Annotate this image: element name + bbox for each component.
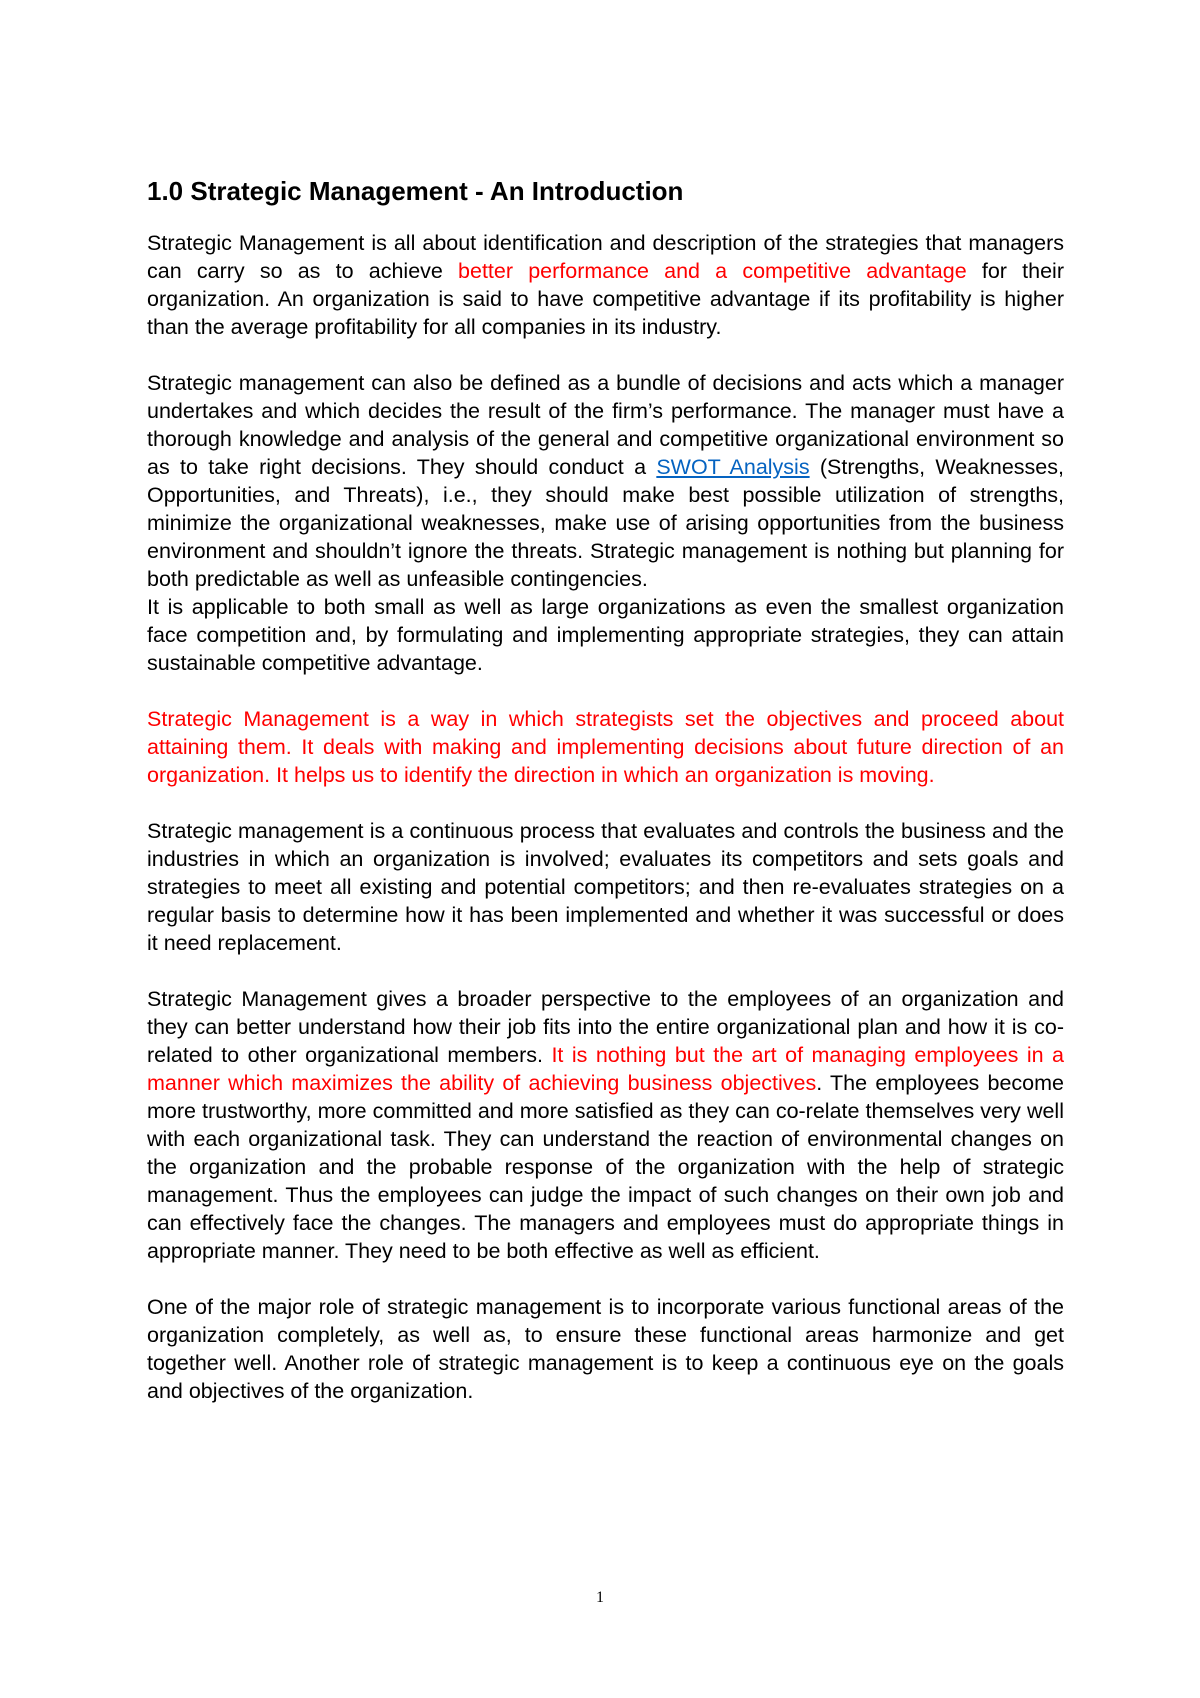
highlighted-text: better performance and a competitive advantage	[458, 259, 967, 283]
paragraph-text: . The employees become more trustworthy, more committed and more satisfied as they can co-relate themselves very well with each organizational task. They can understand the reaction of environmental changes on the organization and the probable response of the organization with the help of strategic management. Thus the employees can judge the impact of such changes on their own job and can effectively face the changes. The managers and employees must do appropriate things in appropriate manner. They need to be both effective as well as efficient.	[147, 1071, 1065, 1263]
paragraph-major-role: One of the major role of strategic management is to incorporate various functional areas of the organization completely, as well as, to ensure these functional areas harmonize and get together well. Another role of strategic management is to keep a continuous eye on the goals and objectives of the organization.	[147, 1295, 1064, 1403]
paragraph-text: (Strengths, Weaknesses, Opportunities, and Threats), i.e., they should make best possible utilization of strengths, minimize the organizational weaknesses, make use of arising opportunities from the business environment and shouldn’t ignore the threats. Strategic management is nothing but planning for both predictable as well as unfeasible contingencies.	[147, 455, 1064, 591]
document-body	[147, 175, 1064, 1405]
paragraph-applicability: It is applicable to both small as well as large organizations as even the smallest organization face competition and, by formulating and implementing appropriate strategies, they can attain sustainable competitive advantage.	[147, 595, 1064, 675]
page-number: 1	[596, 1589, 604, 1606]
paragraph-definition	[147, 369, 1064, 593]
paragraph-text: Strategic Management gives a broader perspective to the employees of an organization and they can better understand how their job fits into the entire organizational plan and how it is co-related to other organizational members.	[147, 987, 1064, 1067]
highlighted-text: It is nothing but the art of managing employees in a manner which maximizes the ability of achieving business objectives	[147, 1043, 1064, 1095]
paragraph-continuous-process: Strategic management is a continuous process that evaluates and controls the business and the industries in which an organization is involved; evaluates its competitors and sets goals and strategies to meet all existing and potential competitors; and then re-evaluates strategies on a regular basis to determine how it has been implemented and whether it was successful or does it need replacement.	[147, 819, 1064, 955]
paragraph-text: for their organization. An organization is said to have competitive advantage if its profitability is higher than the average profitability for all companies in its industry.	[147, 259, 1064, 339]
paragraph-text: Strategic Management is all about identification and description of the strategies that managers can carry so as to achieve	[147, 231, 1064, 283]
page-title: 1.0 Strategic Management - An Introduction	[147, 176, 684, 206]
paragraph-text: Strategic management can also be defined as a bundle of decisions and acts which a manager undertakes and which decides the result of the firm’s performance. The manager must have a thorough knowledge and analysis of the general and competitive organizational environment so as to take right decisions. They should conduct a	[147, 371, 1064, 479]
paragraph-employee-perspective	[147, 985, 1064, 1265]
swot-analysis-link[interactable]: SWOT Analysis	[656, 455, 810, 479]
paragraph-intro	[147, 229, 1064, 341]
paragraph-highlighted-definition: Strategic Management is a way in which strategists set the objectives and proceed about attaining them. It deals with making and implementing decisions about future direction of an organization. It helps us to identify the direction in which an organization is moving.	[147, 707, 1064, 787]
